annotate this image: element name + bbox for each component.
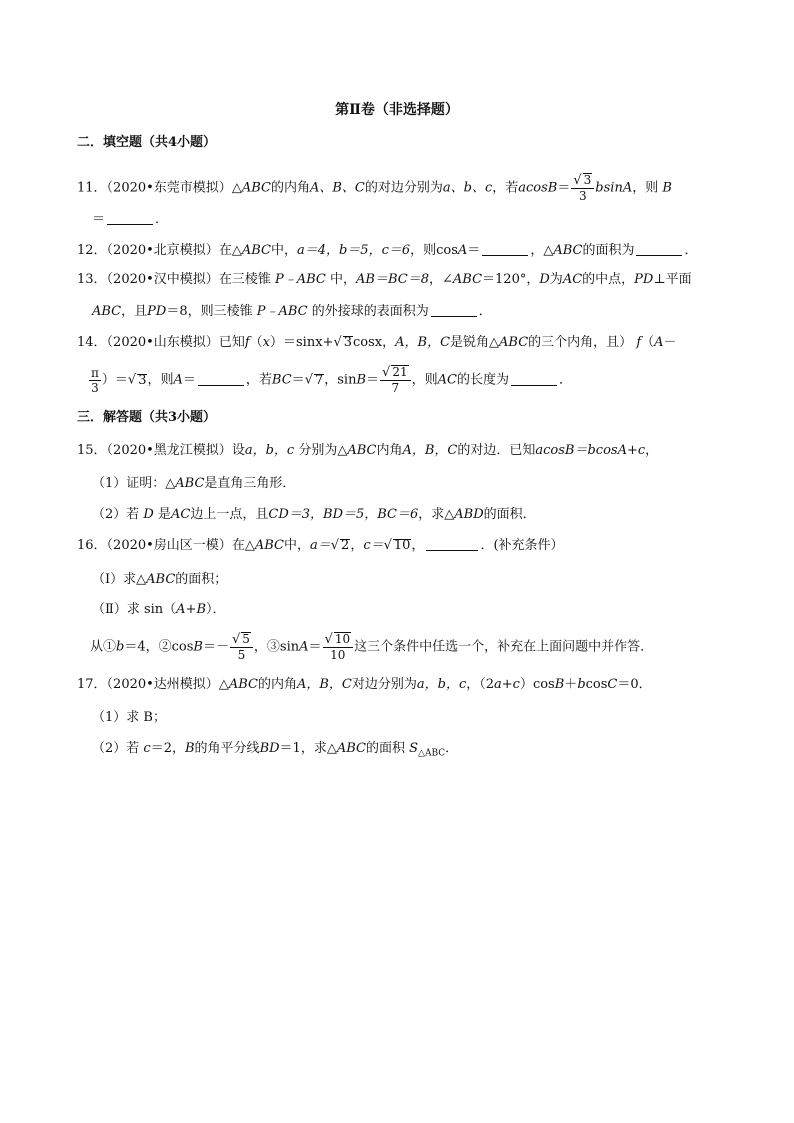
q14-text: （ [641, 335, 655, 350]
q14-pi-fraction [89, 366, 101, 395]
q17-subscript: △ABC [418, 748, 446, 759]
question-16-part-1 [92, 572, 227, 588]
q13-text: ⊥平面 [653, 272, 692, 287]
q14-frac-den: 3 [91, 380, 99, 395]
q13-var: ABC [452, 272, 483, 287]
q17-var: B [184, 741, 195, 756]
question-17 [77, 677, 652, 693]
q15-text: 分别为△ [298, 443, 348, 458]
q12-var: ABC [553, 243, 583, 258]
q14-text: ，若 [245, 372, 272, 388]
q17-text: ＝1，求△ [279, 741, 337, 756]
q15-var: acosB＝bcosA+c [535, 443, 646, 458]
q13-text: ＝120°， [482, 272, 540, 287]
question-15-part-1 [92, 476, 295, 492]
question-12 [77, 243, 698, 259]
q17-var: c [143, 741, 151, 756]
q12-var: ABC [241, 243, 271, 258]
q14-text: ，sin [324, 372, 357, 388]
q16-text: 的面积； [175, 572, 228, 587]
q11-frac-num: 3 [583, 173, 592, 187]
q14-text: － [663, 335, 677, 350]
q16-text: ＝ [308, 639, 322, 655]
q14-var: f [244, 335, 250, 350]
q15-text: 设 [231, 443, 245, 458]
q13-var: D [539, 272, 550, 287]
q14-sqrt: 3 [138, 372, 147, 388]
q17-text: △ [218, 677, 229, 692]
q11-var: A、B、C [309, 180, 365, 196]
q16-text: ， [350, 538, 364, 553]
q13-var: PD [634, 272, 654, 287]
q17-var: A，B，C [296, 677, 352, 692]
q13-text: ＝8，则三棱锥 [166, 304, 253, 319]
answer-blank[interactable] [636, 243, 682, 256]
q14-var: A [173, 372, 183, 388]
q11-text: 的内角 [270, 180, 310, 196]
q16-text: 从① [90, 639, 117, 655]
answer-blank[interactable] [198, 373, 244, 386]
q14-sinB-fraction: $\frac{√ 21}{7}$ [380, 365, 411, 395]
question-11: 11．（2020•东莞市模拟）△ABC的内角A、B、C的对边分别为a、b、c，若acosB＝ $\frac{√ 3}{3}$ bsinA，则 B [77, 173, 672, 203]
q16-text: 在△ [231, 538, 255, 553]
q16-text: 这三个条件中任选一个，补充在上面问题中并作答． [354, 639, 654, 655]
q14-text: ，则 [147, 372, 174, 388]
q17-var: b [577, 677, 586, 692]
q16-sqrt: 10 [393, 538, 411, 553]
q14-sqrt: 3 [343, 335, 353, 350]
q11-var: ABC [241, 180, 271, 196]
q16-var: c＝ [363, 538, 384, 553]
q13-var: ABC [92, 304, 122, 319]
q14-text: ）＝sinx+ [270, 335, 334, 350]
q12-text: 在△ [218, 243, 242, 258]
q16-text: ，③sin [253, 639, 300, 655]
q16-text: （Ⅱ）求 sin（ [92, 602, 177, 617]
q14-var: BC [271, 372, 292, 388]
q17-text: （1）求 B； [92, 710, 166, 725]
q14-text: ． [559, 372, 573, 388]
q16-var: A [299, 639, 309, 655]
q14-var: x [262, 335, 270, 350]
q12-text: ，则cos [410, 243, 458, 258]
question-13-cont [92, 304, 492, 320]
q17-source: （2020•达州模拟） [106, 677, 219, 692]
q15-var: ABC [347, 443, 377, 458]
question-16: 16．（2020•房山区一模）在△ABC中，a＝√ 2，c＝√ 10， ．(补充条件） [77, 538, 564, 553]
q16-frac-den: 10 [330, 648, 346, 662]
q15-var: a，b，c [244, 443, 295, 458]
q14-var: B [356, 372, 367, 388]
question-14: 14．（2020•山东模拟）已知f（x）＝sinx+√ 3cosx，A，B，C是锐角△ABC的三个内角，且） f（A－ [77, 335, 677, 350]
q13-var: P﹣ABC [256, 304, 308, 319]
q11-text: 的对边分别为 [364, 180, 443, 196]
q17-text: ＋ [564, 677, 578, 692]
q14-frac-den: 7 [391, 381, 400, 395]
q17-text: 的角平分线 [194, 741, 260, 756]
q14-frac-num: π [91, 365, 99, 380]
answer-heading: 三．解答题（共3小题） [77, 410, 217, 425]
q12-text: ． [684, 243, 698, 258]
q16-text: 中， [283, 538, 310, 553]
q14-var: A，B，C [395, 335, 451, 350]
q13-text: 中， [330, 272, 357, 287]
section-title: 第Ⅱ卷（非选择题） [335, 102, 459, 118]
answer-blank[interactable] [426, 538, 478, 551]
q11-var: bsinA [595, 180, 633, 196]
q13-text: 在三棱锥 [218, 272, 271, 287]
q17-var: BD [259, 741, 280, 756]
q16-var: b [116, 639, 125, 655]
q13-var: P﹣ABC [274, 272, 326, 287]
q15-text: ，求△ [418, 507, 455, 522]
q14-sqrt: 7 [314, 372, 324, 388]
q17-text: 对边分别为 [351, 677, 417, 692]
question-17-part-2 [92, 741, 458, 762]
q11-var: a、b、c [442, 180, 493, 196]
q16-text: ＝4，②cos [124, 639, 194, 655]
q16-var: a＝ [309, 538, 331, 553]
q11-text: ． [155, 212, 169, 227]
q17-text: 的内角 [257, 677, 297, 692]
q15-number: 15． [77, 443, 107, 458]
q12-var: a＝4，b＝5，c＝6 [296, 243, 411, 258]
q14-text: ）＝ [101, 372, 128, 388]
answer-blank[interactable] [511, 373, 557, 386]
q15-var: D [143, 507, 154, 522]
q17-text: cos [585, 677, 608, 692]
q13-text: 为 [549, 272, 563, 287]
q13-text: 的外接球的表面积为 [311, 304, 429, 319]
q15-var: A，B，C [402, 443, 458, 458]
q14-frac-num: 21 [392, 365, 408, 379]
q14-text: 的三个内角，且） [528, 335, 633, 350]
q15-text: （1）证明：△ [92, 476, 176, 491]
q12-number: 12． [77, 243, 107, 258]
q14-var: f [636, 335, 642, 350]
q16-frac-den: 5 [237, 648, 246, 662]
q11-source: （2020•东莞市模拟） [106, 180, 232, 196]
q15-text: 边上一点，且 [190, 507, 269, 522]
q12-text: 中， [270, 243, 297, 258]
q17-var: ABC [336, 741, 366, 756]
q12-var: A [457, 243, 468, 258]
question-16-conditions [90, 632, 653, 663]
question-17-part-1 [92, 710, 166, 726]
q11-frac-den: 3 [579, 189, 587, 203]
q17-var: B [554, 677, 565, 692]
q16-sinA-fraction: $\frac{√ 10}{10}$ [323, 632, 354, 662]
q11-var: acosB [518, 180, 558, 196]
q11-text: ，则 [632, 180, 659, 196]
q11-number: 11． [77, 180, 107, 196]
q13-text: ，且 [121, 304, 148, 319]
q12-text: ＝ [467, 243, 481, 258]
q17-number: 17． [77, 677, 107, 692]
q16-text: ）． [206, 602, 226, 617]
q15-text: （2）若 [92, 507, 140, 522]
q17-var: a，b，c [416, 677, 467, 692]
q14-source: （2020•山东模拟） [106, 335, 219, 350]
q14-text: 已知 [218, 335, 245, 350]
answer-blank[interactable] [482, 243, 528, 256]
q16-var: ABC [254, 538, 284, 553]
q17-text: ． [445, 741, 459, 756]
question-13 [77, 272, 692, 288]
q11-fraction: $\frac{√ 3}{3}$ [571, 173, 594, 203]
q12-source: （2020•北京模拟） [106, 243, 219, 258]
q16-var: B [193, 639, 203, 655]
q13-var: AC [562, 272, 583, 287]
q14-text: ＝ [182, 372, 196, 388]
q17-text: ）cos [519, 677, 555, 692]
q14-var: ABC [499, 335, 529, 350]
q14-text: ＝ [366, 372, 380, 388]
q16-cosB-fraction: $\frac{√ 5}{5}$ [230, 632, 253, 662]
answer-blank[interactable] [107, 212, 153, 225]
q16-frac-num: 10 [334, 632, 351, 646]
q14-var: AC [437, 372, 457, 388]
answer-blank[interactable] [431, 304, 477, 317]
q13-text: ． [478, 304, 492, 319]
q17-text: （2）若 [92, 741, 140, 756]
q17-text: ＝0． [617, 677, 652, 692]
q14-number: 14． [77, 335, 107, 350]
q15-text: 内角 [376, 443, 403, 458]
q15-var: CD＝3，BD＝5，BC＝6 [268, 507, 419, 522]
q16-sqrt: 2 [341, 538, 350, 553]
q16-number: 16． [77, 538, 107, 553]
q16-text: （Ⅰ）求△ [92, 572, 147, 587]
q16-var: A+B [176, 602, 207, 617]
q13-var: PD [147, 304, 167, 319]
q13-var: AB＝BC＝8 [356, 272, 429, 287]
question-15-part-2 [92, 507, 536, 523]
q17-text: ＝2， [150, 741, 185, 756]
q12-text: ，△ [530, 243, 554, 258]
q13-number: 13． [77, 272, 107, 287]
q14-text: ＝ [291, 372, 305, 388]
question-15: 15．（2020•黑龙江模拟）设a，b，c 分别为△ABC内角A，B，C的对边．已知acosB＝bcosA+c， [77, 443, 659, 458]
q16-text: ．(补充条件） [480, 538, 564, 553]
q11-text: ＝ [92, 212, 106, 227]
q14-text: 是锐角△ [450, 335, 500, 350]
q13-text: ，∠ [428, 272, 453, 287]
q14-text: ，则 [411, 372, 438, 388]
question-11-answer [92, 212, 168, 228]
q17-var: ABC [228, 677, 258, 692]
q11-text: △ [231, 180, 242, 196]
q15-text: 的面积． [483, 507, 536, 522]
q17-var: a+c [494, 677, 520, 692]
q13-source: （2020•汉中模拟） [106, 272, 219, 287]
q14-text: cosx， [353, 335, 396, 350]
q17-text: 的面积 [365, 741, 405, 756]
q15-source: （2020•黑龙江模拟） [106, 443, 232, 458]
q14-text: 的长度为 [456, 372, 509, 388]
q15-text: 的对边．已知 [457, 443, 536, 458]
q12-text: 的面积为 [582, 243, 635, 258]
q16-source: （2020•房山区一模） [106, 538, 232, 553]
q15-var: ABD [454, 507, 484, 522]
q15-var: ABC [175, 476, 205, 491]
q16-frac-num: 5 [242, 632, 250, 646]
q17-text: ，（2 [466, 677, 495, 692]
q14-var: A [654, 335, 664, 350]
q14-text: （ [249, 335, 263, 350]
q11-text: ，若 [492, 180, 519, 196]
q15-text: 是 [158, 507, 172, 522]
q11-var: B [662, 180, 672, 196]
fill-in-heading: 二．填空题（共4小题） [77, 135, 217, 150]
q15-var: AC [171, 507, 191, 522]
q15-text: 是直角三角形． [204, 476, 296, 491]
question-16-part-2 [92, 602, 226, 618]
q13-text: 的中点， [582, 272, 635, 287]
question-14-cont: $\frac{\pi}{3}$ ）＝√ 3，则A＝ ，若BC＝√ 7，sinB＝ $\frac{√ 21}{7}$ ，则AC的长度为 ． [91, 365, 573, 395]
q16-text: ＝－ [202, 639, 229, 655]
q17-var: C [607, 677, 618, 692]
q16-var: ABC [146, 572, 176, 587]
q17-var: S [409, 741, 419, 756]
